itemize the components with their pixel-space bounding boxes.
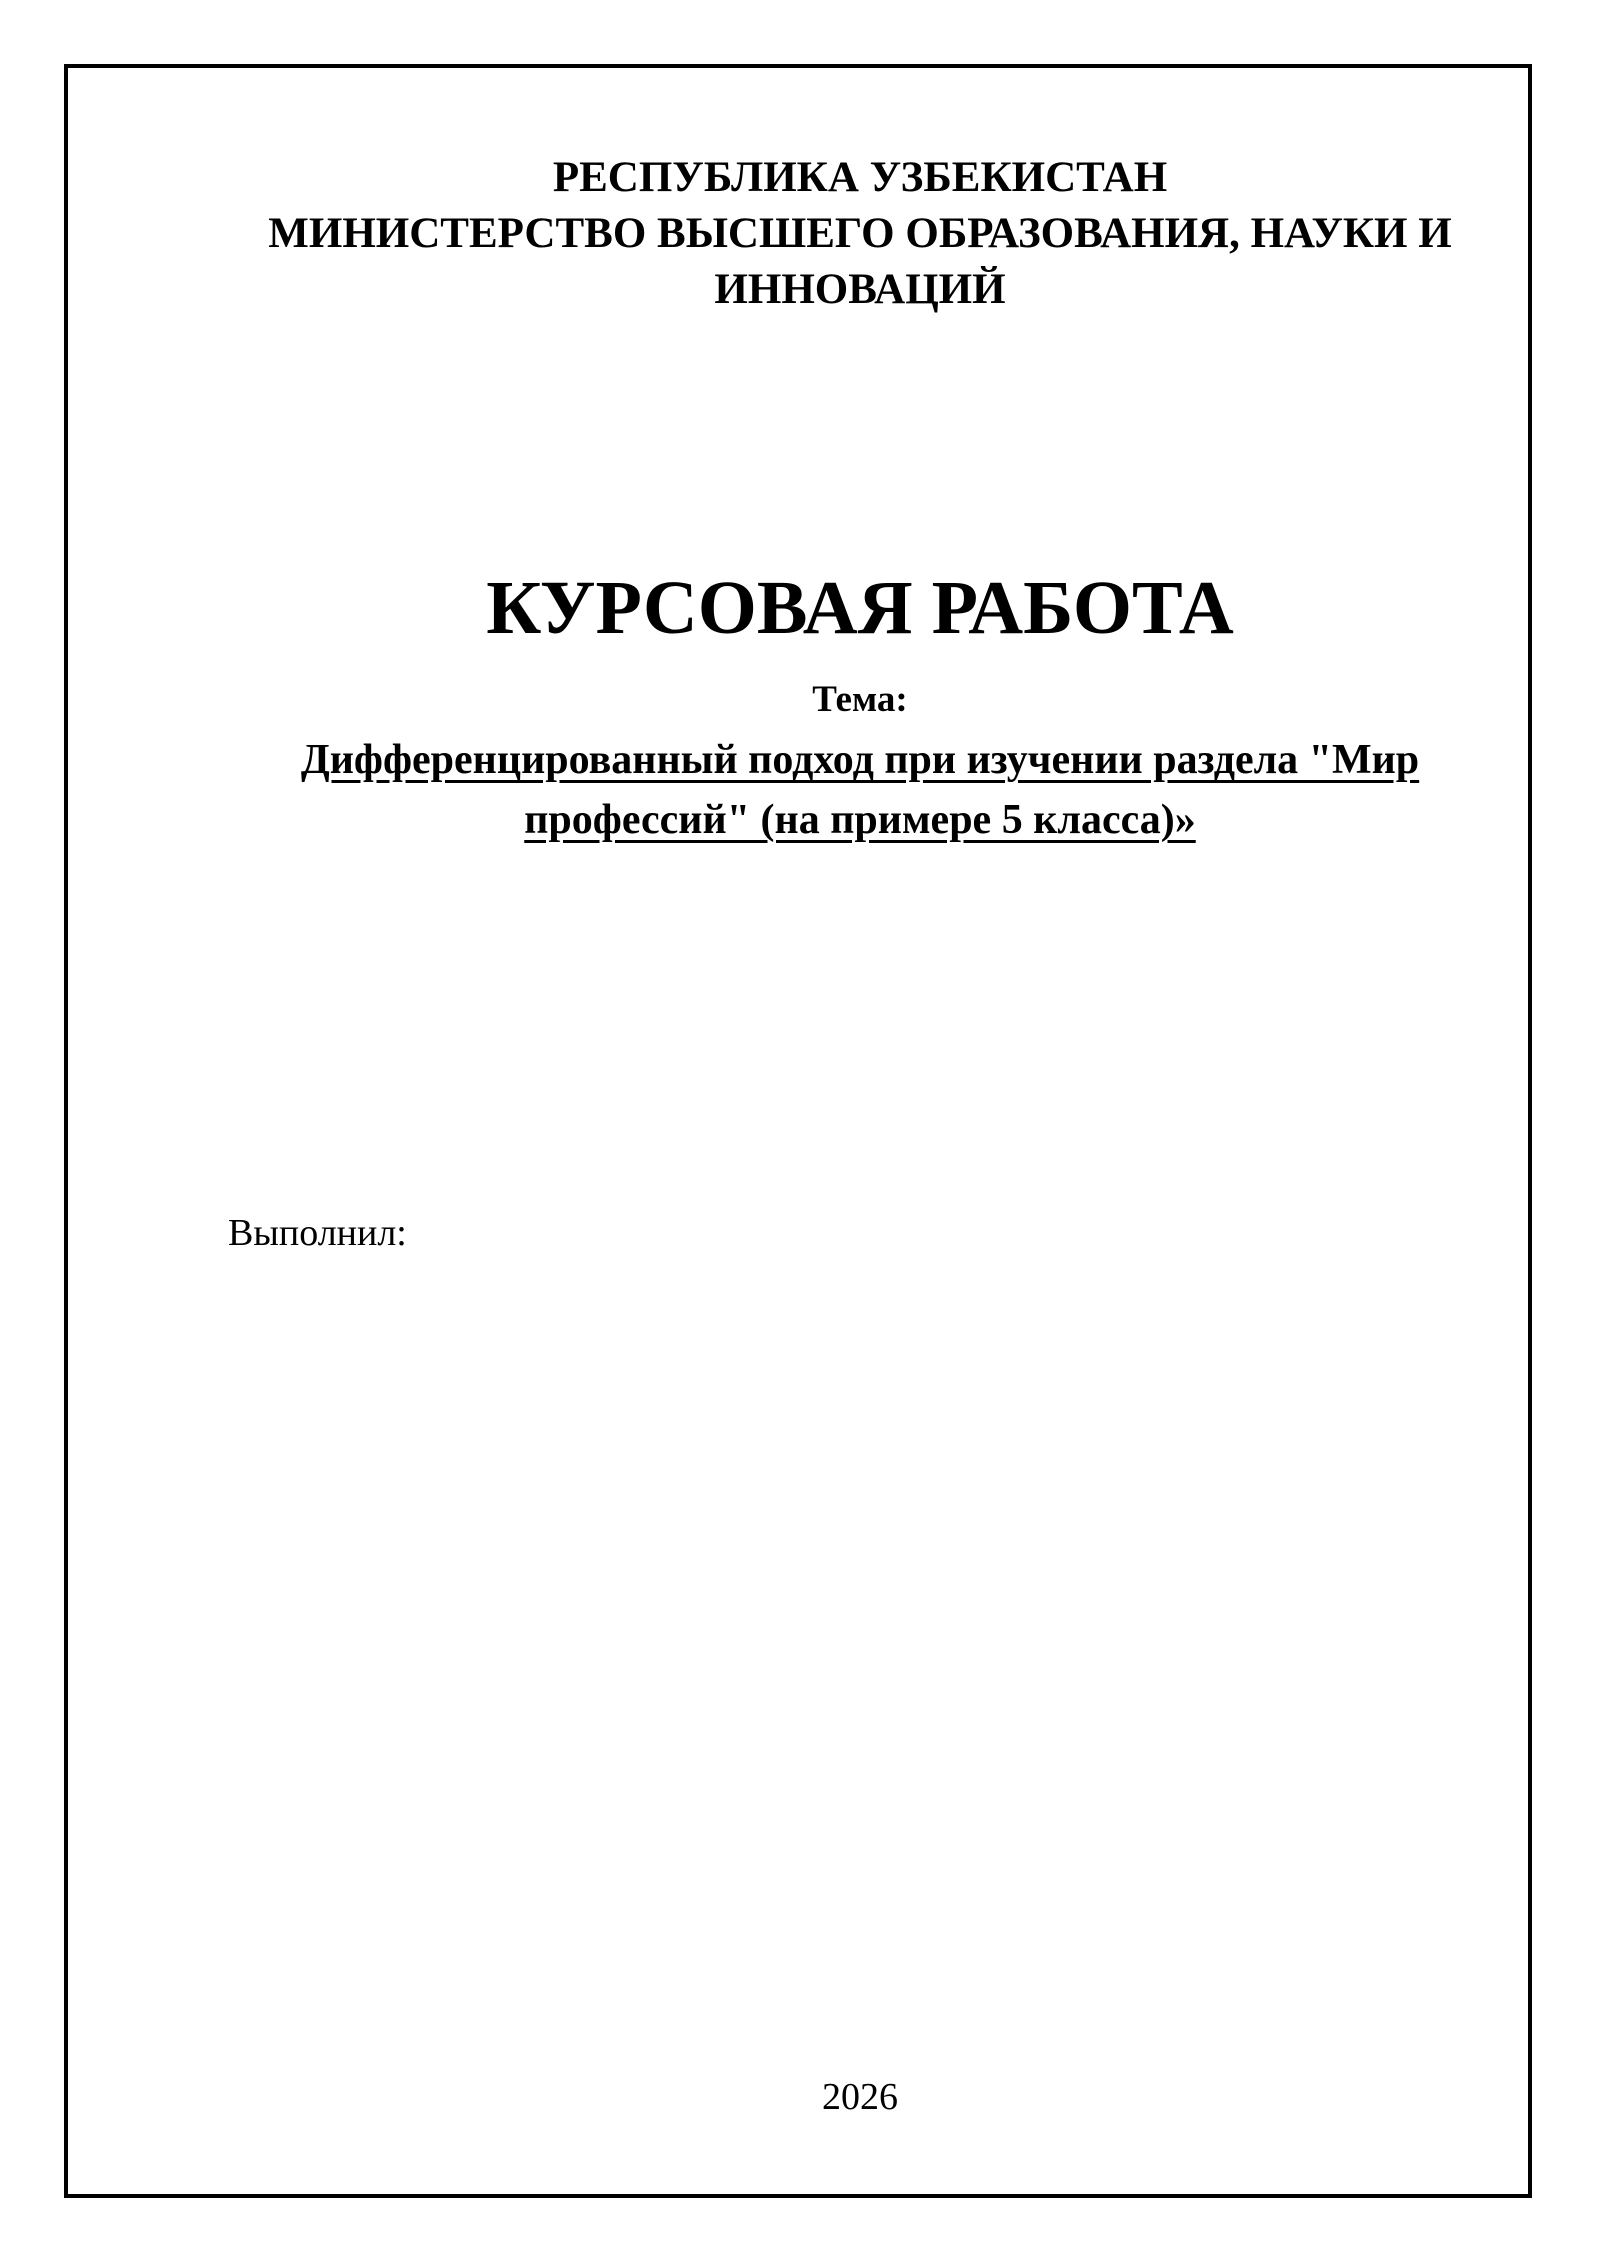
page-border-frame bbox=[64, 64, 1532, 2198]
topic-text: Дифференцированный подход при изучении раздела "Мир профессий" (на примере 5 класса)» bbox=[300, 737, 1420, 843]
ministry-name-line1: МИНИСТЕРСТВО ВЫСШЕГО ОБРАЗОВАНИЯ, НАУКИ И bbox=[268, 210, 1452, 257]
ministry-name-line2: ИННОВАЦИЙ bbox=[714, 266, 1006, 313]
performed-by-label: Выполнил: bbox=[228, 1212, 407, 1254]
topic-label: Тема: bbox=[812, 679, 908, 720]
document-year: 2026 bbox=[822, 2076, 898, 2118]
institution-header bbox=[160, 150, 1560, 318]
country-name: РЕСПУБЛИКА УЗБЕКИСТАН bbox=[552, 154, 1168, 201]
document-title: КУРСОВАЯ РАБОТА bbox=[486, 566, 1234, 650]
